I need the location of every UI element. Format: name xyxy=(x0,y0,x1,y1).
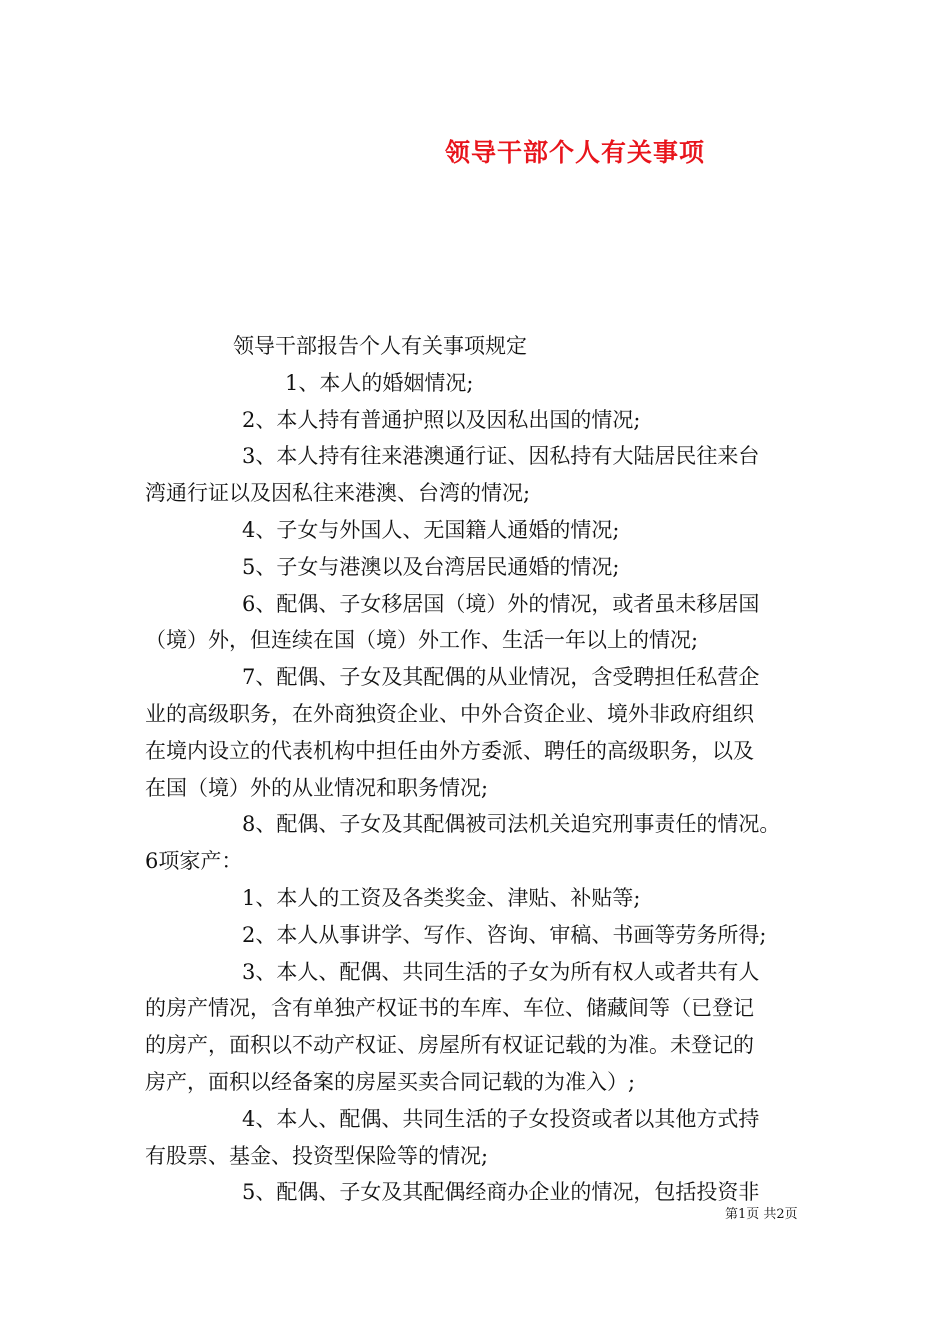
text-line: 4、本人、配偶、共同生活的子女投资或者以其他方式持 xyxy=(242,1106,760,1131)
text-line: 在国（境）外的从业情况和职务情况; xyxy=(145,775,489,800)
text-line: 5、配偶、子女及其配偶经商办企业的情况，包括投资非 xyxy=(242,1180,760,1205)
text-line: 5、子女与港澳以及台湾居民通婚的情况; xyxy=(242,554,620,579)
text-line: 4、子女与外国人、无国籍人通婚的情况; xyxy=(242,517,620,542)
text-line: 2、本人从事讲学、写作、咨询、审稿、书画等劳务所得; xyxy=(242,922,767,947)
text-line: 2、本人持有普通护照以及因私出国的情况; xyxy=(242,407,641,432)
section-heading: 6项家产： xyxy=(145,849,243,874)
text-line: 房产，面积以经备案的房屋买卖合同记载的为准入）; xyxy=(145,1069,636,1094)
page-number: 第1页 共2页 xyxy=(725,1207,798,1222)
document-body xyxy=(145,328,815,1211)
section-heading: 领导干部报告个人有关事项规定 xyxy=(233,334,527,358)
text-line: 7、配偶、子女及其配偶的从业情况，含受聘担任私营企 xyxy=(242,665,760,690)
text-line: 的房产情况，含有单独产权证书的车库、车位、储藏间等（已登记 xyxy=(145,996,754,1021)
text-line: 业的高级职务，在外商独资企业、中外合资企业、境外非政府组织 xyxy=(145,701,754,726)
document-title: 领导干部个人有关事项 xyxy=(445,138,706,167)
text-line: 1、本人的工资及各类奖金、津贴、补贴等; xyxy=(242,885,641,910)
text-line: 湾通行证以及因私往来港澳、台湾的情况; xyxy=(145,481,531,506)
text-line: 8、配偶、子女及其配偶被司法机关追究刑事责任的情况。 xyxy=(242,812,781,837)
text-line: 6、配偶、子女移居国（境）外的情况，或者虽未移居国 xyxy=(242,591,760,616)
text-line: 有股票、基金、投资型保险等的情况; xyxy=(145,1143,489,1168)
text-line: 1、本人的婚姻情况; xyxy=(285,370,474,395)
text-line: 的房产，面积以不动产权证、房屋所有权证记载的为准。未登记的 xyxy=(145,1033,754,1058)
text-line: 3、本人持有往来港澳通行证、因私持有大陆居民往来台 xyxy=(242,444,760,469)
text-line: 3、本人、配偶、共同生活的子女为所有权人或者共有人 xyxy=(242,959,760,984)
text-line: 在境内设立的代表机构中担任由外方委派、聘任的高级职务，以及 xyxy=(145,738,754,763)
text-line: （境）外，但连续在国（境）外工作、生活一年以上的情况; xyxy=(145,628,699,653)
